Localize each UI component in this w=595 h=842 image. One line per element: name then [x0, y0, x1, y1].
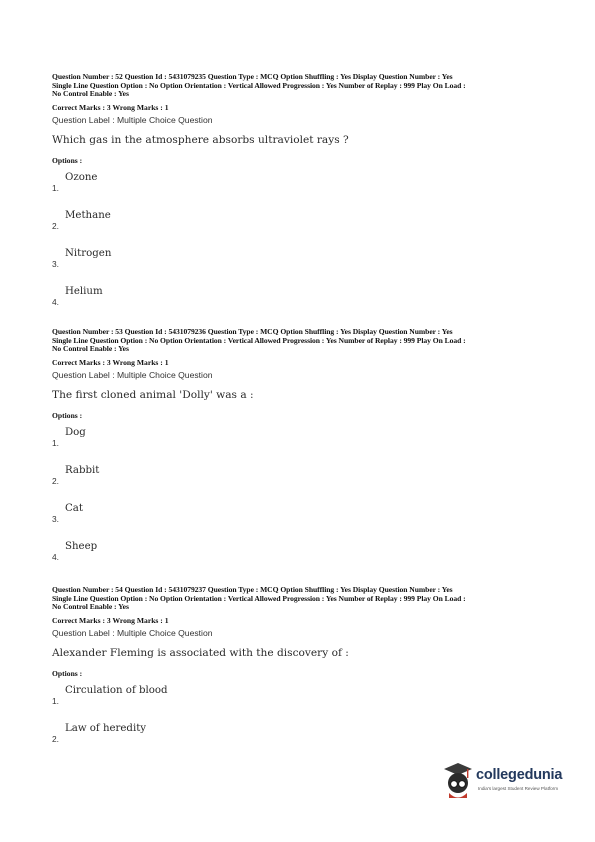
option-item[interactable]	[52, 534, 552, 572]
marks-line: Correct Marks : 3 Wrong Marks : 1	[52, 615, 169, 625]
option-number: 3.	[52, 258, 59, 269]
option-number: 4.	[52, 551, 59, 562]
question-text: Alexander Fleming is associated with the discovery of :	[52, 646, 349, 659]
option-item[interactable]	[52, 165, 552, 203]
question-label: Question Label : Multiple Choice Question	[52, 627, 213, 638]
option-item[interactable]	[52, 678, 552, 716]
option-item[interactable]	[52, 420, 552, 458]
option-number: 4.	[52, 296, 59, 307]
option-number: 2.	[52, 733, 59, 744]
question-text: Which gas in the atmosphere absorbs ultraviolet rays ?	[52, 133, 349, 146]
options-list	[52, 678, 552, 754]
question-meta	[52, 73, 552, 99]
question-block-52	[52, 73, 552, 317]
option-text: Dog	[65, 426, 86, 438]
option-text: Sheep	[65, 540, 98, 552]
logo-brand-text: collegedunia	[476, 767, 563, 783]
collegedunia-logo	[440, 758, 585, 806]
meta-line-3: No Control Enable : Yes	[52, 89, 129, 99]
question-label: Question Label : Multiple Choice Question	[52, 114, 213, 125]
option-item[interactable]	[52, 279, 552, 317]
options-title: Options :	[52, 668, 83, 678]
option-number: 2.	[52, 475, 59, 486]
option-number: 1.	[52, 437, 59, 448]
options-title: Options :	[52, 155, 83, 165]
marks-line: Correct Marks : 3 Wrong Marks : 1	[52, 102, 169, 112]
option-item[interactable]	[52, 241, 552, 279]
meta-line-1: Question Number : 54 Question Id : 5431079237 Question Type : MCQ Option Shuffling : Yes Display Question Number : Yes	[52, 585, 453, 594]
meta-line-1: Question Number : 52 Question Id : 5431079235 Question Type : MCQ Option Shuffling : Yes Display Question Number : Yes	[52, 72, 453, 81]
option-number: 1.	[52, 695, 59, 706]
meta-line-3: No Control Enable : Yes	[52, 602, 129, 612]
option-number: 1.	[52, 182, 59, 193]
option-number: 3.	[52, 513, 59, 524]
option-item[interactable]	[52, 716, 552, 754]
question-text: The first cloned animal 'Dolly' was a :	[52, 388, 254, 401]
question-block-54	[52, 586, 552, 754]
option-text: Circulation of blood	[65, 684, 168, 696]
options-list	[52, 165, 552, 317]
option-text: Methane	[65, 209, 111, 221]
options-list	[52, 420, 552, 572]
question-label: Question Label : Multiple Choice Question	[52, 369, 213, 380]
meta-line-1: Question Number : 53 Question Id : 5431079236 Question Type : MCQ Option Shuffling : Yes Display Question Number : Yes	[52, 327, 453, 336]
option-item[interactable]	[52, 203, 552, 241]
meta-line-2: Single Line Question Option : No Option Orientation : Vertical Allowed Progression : Yes Number of Replay : 999 Play On Load :	[52, 593, 466, 603]
question-block-53	[52, 328, 552, 572]
option-text: Law of heredity	[65, 722, 147, 734]
meta-line-2: Single Line Question Option : No Option Orientation : Vertical Allowed Progression : Yes Number of Replay : 999 Play On Load :	[52, 80, 466, 90]
question-meta	[52, 586, 552, 612]
mascot-logo-icon	[440, 760, 474, 802]
marks-line: Correct Marks : 3 Wrong Marks : 1	[52, 357, 169, 367]
options-title: Options :	[52, 410, 83, 420]
option-text: Ozone	[65, 171, 98, 183]
option-text: Nitrogen	[65, 247, 112, 259]
option-item[interactable]	[52, 458, 552, 496]
option-item[interactable]	[52, 496, 552, 534]
meta-line-3: No Control Enable : Yes	[52, 344, 129, 354]
option-text: Helium	[65, 285, 103, 297]
question-meta	[52, 328, 552, 354]
meta-line-2: Single Line Question Option : No Option Orientation : Vertical Allowed Progression : Yes Number of Replay : 999 Play On Load :	[52, 335, 466, 345]
logo-tagline: India's largest Student Review Platform	[478, 786, 559, 791]
option-text: Rabbit	[65, 464, 100, 476]
option-text: Cat	[65, 502, 83, 514]
option-number: 2.	[52, 220, 59, 231]
